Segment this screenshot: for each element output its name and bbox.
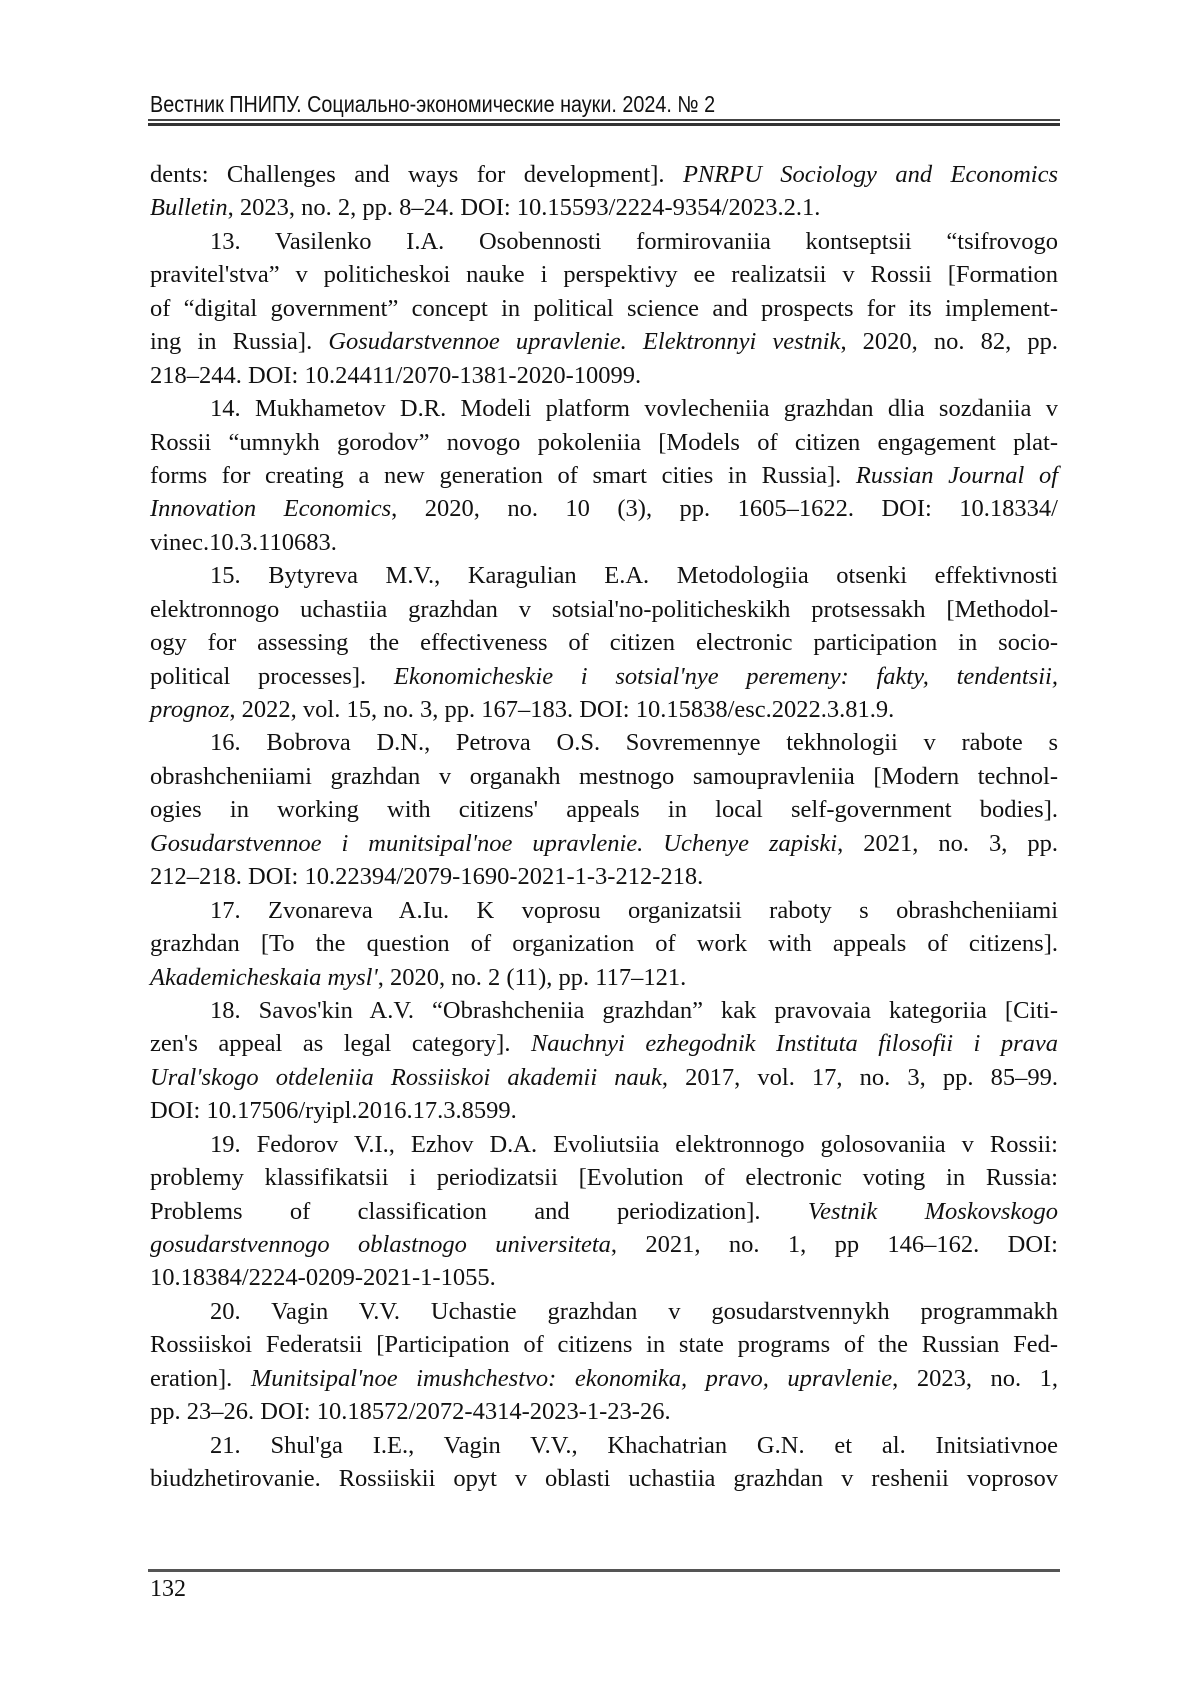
text-line [150,492,1058,525]
text-segment: , 2021, no. 3, pp. [837,829,1059,857]
text-segment: 18. Savos'kin A.V. “Obrashcheniia grazhdan” kak pravovaia kategoriia [Citi- [210,996,1058,1024]
text-line [150,526,1058,559]
reference-first-line [150,1429,1058,1462]
text-line [150,426,1058,459]
text-segment: 15. Bytyreva M.V., Karagulian E.A. Metodologiia otsenki effektivnosti [210,562,1058,590]
journal-title: Vestnik Moskovskogo [807,1197,1058,1225]
header-rule [148,119,1060,121]
text-segment: vinec.10.3.110683. [150,528,337,556]
text-line [150,693,1058,726]
text-line [150,1161,1058,1194]
text-segment: , 2020, no. 10 (3), pp. 1605–1622. DOI: 10.18334/ [391,495,1058,523]
journal-title: prognoz [150,696,230,723]
text-segment: 14. Mukhametov D.R. Modeli platform vovlecheniia grazhdan dlia sozdaniia v [210,395,1058,423]
journal-title: Akademicheskaia mysl' [150,963,378,991]
text-segment: 16. Bobrova D.N., Petrova O.S. Sovremennye tekhnologii v rabote s [210,729,1058,757]
text-segment: eration]. [150,1364,251,1392]
reference-first-line [150,994,1058,1027]
journal-title: Gosudarstvennoe i munitsipal'noe upravlenie. Uchenye zapiski [150,829,838,857]
journal-title: Gosudarstvennoe upravlenie. Elektronnyi vestnik [328,328,841,356]
text-segment: 21. Shul'ga I.E., Vagin V.V., Khachatrian G.N. et al. Initsiativnoe [210,1431,1058,1459]
text-segment: Rossiiskoi Federatsii [Participation of citizens in state programs of the Russian Fed- [150,1331,1058,1359]
text-segment: , 2022, vol. 15, no. 3, pp. 167–183. DOI: 10.15838/esc.2022.3.81.9. [229,696,895,723]
text-line [150,1261,1058,1294]
text-line [150,292,1058,325]
text-line [150,860,1058,893]
text-segment: elektronnogo uchastiia grazhdan v sotsial'no-politicheskikh protsessakh [Methodol- [150,595,1058,623]
text-line [150,1395,1058,1428]
text-segment: political processes]. [150,662,394,690]
journal-title: Bulletin [150,194,228,222]
journal-title: Ekonomicheskie i sotsial'nye peremeny: fakty, tendentsii, [393,662,1058,690]
text-segment: biudzhetirovanie. Rossiiskii opyt v oblasti uchastiia grazhdan v reshenii voprosov [150,1465,1058,1493]
text-segment: forms for creating a new generation of smart cities in Russia]. [150,461,856,489]
text-segment: ogy for assessing the effectiveness of citizen electronic participation in socio- [150,629,1058,657]
text-line [150,961,1058,994]
text-segment: zen's appeal as legal category]. [150,1030,531,1058]
text-segment: problemy klassifikatsii i periodizatsii [Evolution of electronic voting in Russia: [150,1164,1058,1192]
journal-title: Russian Journal of [855,461,1058,489]
text-line [150,760,1058,793]
reference-first-line [150,1128,1058,1161]
journal-title: Innovation Economics [150,495,392,523]
text-line [150,1027,1058,1060]
text-segment: ing in Russia]. [150,328,329,356]
text-segment: pp. 23–26. DOI: 10.18572/2072-4314-2023-1-23-26. [150,1398,671,1426]
text-line [150,191,1058,224]
text-line [150,593,1058,626]
text-line [150,158,1058,191]
journal-title: Nauchnyi ezhegodnik Instituta filosofii i prava [530,1030,1058,1058]
footer-rule [148,1569,1060,1572]
text-line [150,1328,1058,1361]
text-line [150,359,1058,392]
text-segment: Rossii “umnykh gorodov” novogo pokoleniia [Models of citizen engagement plat- [150,428,1058,456]
text-segment: 17. Zvonareva A.Iu. K voprosu organizatsii raboty s obrashcheniiami [210,896,1058,924]
text-segment: obrashcheniiami grazhdan v organakh mestnogo samoupravleniia [Modern technol- [150,762,1058,790]
text-segment: DOI: 10.17506/ryipl.2016.17.3.8599. [150,1097,517,1125]
reference-first-line [150,894,1058,927]
reference-first-line [150,225,1058,258]
text-line [150,793,1058,826]
text-line [150,927,1058,960]
text-segment: 218–244. DOI: 10.24411/2070-1381-2020-10099. [150,361,642,389]
reference-first-line [150,392,1058,425]
text-segment: , 2017, vol. 17, no. 3, pp. 85–99. [661,1063,1058,1091]
text-line [150,827,1058,860]
text-line [150,1061,1058,1094]
text-segment: , 2023, no. 1, [892,1364,1058,1392]
text-segment: , 2021, no. 1, pp 146–162. DOI: [610,1231,1058,1258]
text-segment: dents: Challenges and ways for development]. [150,161,683,188]
text-segment: grazhdan [To the question of organization of work with appeals of citizens]. [150,930,1058,958]
text-segment: 212–218. DOI: 10.22394/2079-1690-2021-1-3-212-218. [150,863,704,891]
reference-first-line [150,559,1058,592]
text-line [150,660,1058,693]
reference-first-line [150,726,1058,759]
references-text [150,158,1058,1496]
text-segment: 13. Vasilenko I.A. Osobennosti formirovaniia kontseptsii “tsifrovogo [210,227,1058,255]
journal-title: Ural'skogo otdeleniia Rossiiskoi akademii nauk [150,1063,662,1091]
text-line [150,1462,1058,1495]
text-line [150,626,1058,659]
text-line [150,1362,1058,1395]
page-number: 132 [150,1576,186,1602]
journal-title: gosudarstvennogo oblastnogo universiteta [150,1231,611,1258]
text-segment: 20. Vagin V.V. Uchastie grazhdan v gosudarstvennykh programmakh [210,1297,1058,1325]
text-line [150,325,1058,358]
text-segment: pravitel'stva” v politicheskoi nauke i perspektivy ee realizatsii v Rossii [Formation [150,261,1058,289]
text-segment: of “digital government” concept in political science and prospects for its implement- [150,294,1058,322]
text-segment: , 2020, no. 2 (11), pp. 117–121. [377,963,687,991]
text-segment: Problems of classification and periodization]. [150,1197,808,1225]
text-segment: , 2023, no. 2, pp. 8–24. DOI: 10.15593/2224-9354/2023.2.1. [227,194,821,222]
text-line [150,1195,1058,1228]
journal-title: PNRPU Sociology and Economics [682,161,1058,188]
journal-title: Munitsipal'noe imushchestvo: ekonomika, pravo, upravlenie [250,1364,893,1392]
header-rule-thick [148,123,1060,126]
text-line [150,1094,1058,1127]
text-segment: ogies in working with citizens' appeals in local self-government bodies]. [150,796,1058,824]
text-segment: 10.18384/2224-0209-2021-1-1055. [150,1264,496,1292]
text-line [150,258,1058,291]
running-header: Вестник ПНИПУ. Социально-экономические науки. 2024. № 2 [150,91,716,117]
reference-first-line [150,1295,1058,1328]
text-line [150,459,1058,492]
text-segment: 19. Fedorov V.I., Ezhov D.A. Evoliutsiia elektronnogo golosovaniia v Rossii: [210,1130,1058,1158]
text-line [150,1228,1058,1261]
text-segment: , 2020, no. 82, pp. [840,328,1058,356]
